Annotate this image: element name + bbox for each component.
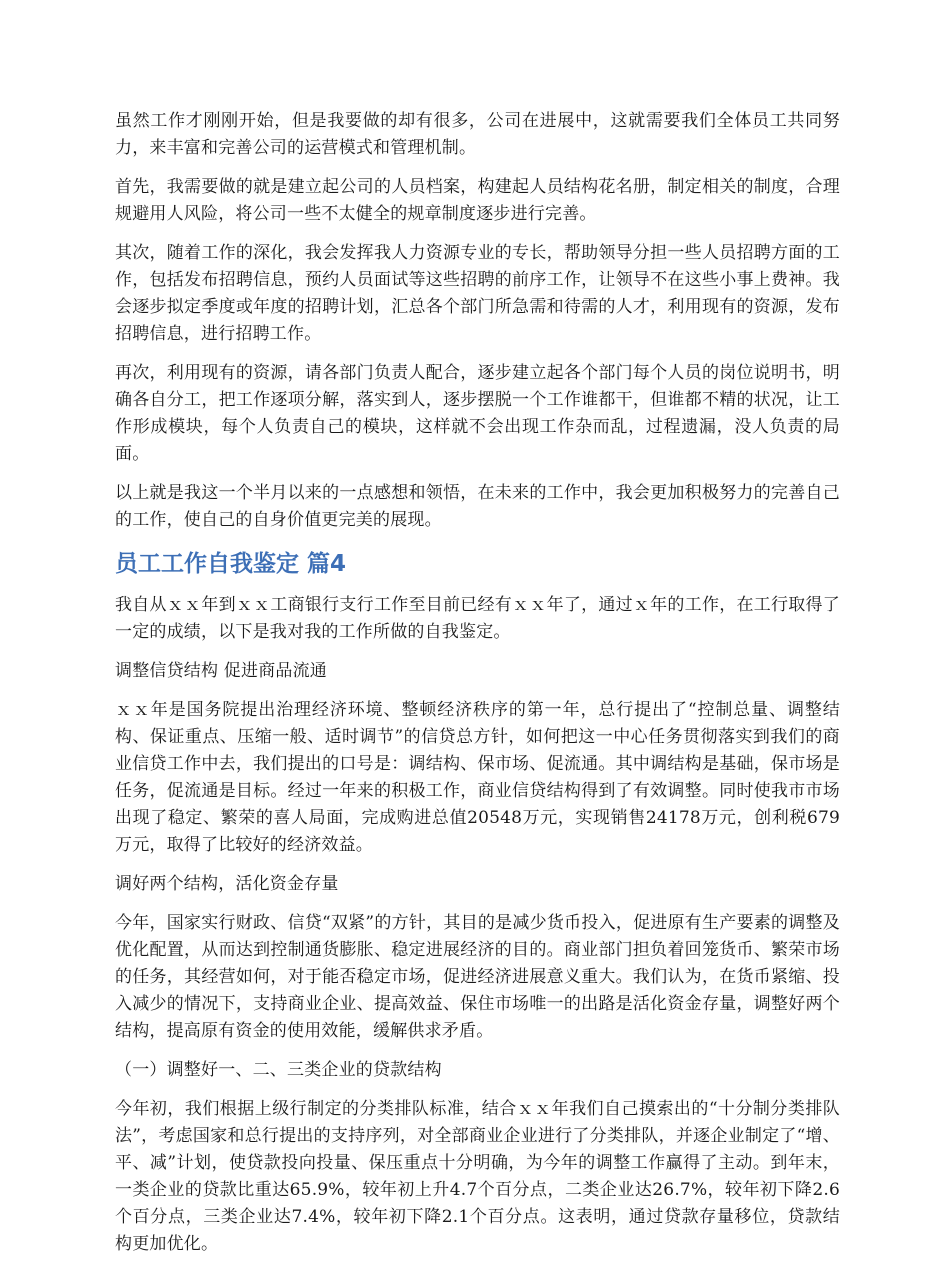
intro-paragraph-3: 其次，随着工作的深化，我会发挥我人力资源专业的专长，帮助领导分担一些人员招聘方面的工作，包括发布招聘信息，预约人员面试等这些招聘的前序工作，让领导不在这些小事上费神。我会逐步拟定季度或年度的招聘计划，汇总各个部门所急需和待需的人才，利用现有的资源，发布招聘信息，进行招聘工作。 — [115, 243, 840, 344]
intro-paragraph-4: 再次，利用现有的资源，请各部门负责人配合，逐步建立起各个部门每个人员的岗位说明书，明确各自分工，把工作逐项分解，落实到人，逐步摆脱一个工作谁都干，但谁都不精的状况，让工作形成模块，每个人负责自己的模块，这样就不会出现工作杂而乱，过程遗漏，没人负责的局面。 — [115, 363, 840, 464]
section-paragraph-1: 我自从ｘｘ年到ｘｘ工商银行支行工作至目前已经有ｘｘ年了，通过ｘ年的工作，在工行取得了一定的成绩，以下是我对我的工作所做的自我鉴定。 — [115, 595, 840, 642]
intro-paragraph-1: 虽然工作才刚刚开始，但是我要做的却有很多，公司在进展中，这就需要我们全体员工共同努力，来丰富和完善公司的运营模式和管理机制。 — [115, 111, 840, 158]
intro-paragraph-5: 以上就是我这一个半月以来的一点感想和领悟，在未来的工作中，我会更加积极努力的完善自己的工作，使自己的自身价值更完美的展现。 — [115, 483, 840, 530]
document-page — [115, 108, 840, 1270]
section-heading: 员工工作自我鉴定 篇4 — [115, 551, 347, 577]
section-paragraph-2: ｘｘ年是国务院提出治理经济环境、整顿经济秩序的第一年，总行提出了“控制总量、调整结构、保证重点、压缩一般、适时调节”的信贷总方针，如何把这一中心任务贯彻落实到我们的商业信贷工作中去，我们提出的口号是：调结构、保市场、促流通。其中调结构是基础，保市场是任务，促流通是目标。经过一年来的积极工作，商业信贷结构得到了有效调整。同时使我市市场出现了稳定、繁荣的喜人局面，完成购进总值20548万元，实现销售24178万元，创利税679万元，取得了比较好的经济效益。 — [115, 700, 840, 855]
section-paragraph-4: 今年初，我们根据上级行制定的分类排队标准，结合ｘｘ年我们自己摸索出的“十分制分类排队法”，考虑国家和总行提出的支持序列，对全部商业企业进行了分类排队，并逐企业制定了“增、平、减”计划，使贷款投向投量、保压重点十分明确，为今年的调整工作赢得了主动。到年末，一类企业的贷款比重达65.9%，较年初上升4.7个百分点，二类企业达26.7%，较年初下降2.6个百分点，三类企业达7.4%，较年初下降2.1个百分点。这表明，通过贷款存量移位，贷款结构更加优化。 — [115, 1099, 840, 1254]
intro-paragraph-2: 首先，我需要做的就是建立起公司的人员档案，构建起人员结构花名册，制定相关的制度，合理规避用人风险，将公司一些不太健全的规章制度逐步进行完善。 — [115, 177, 840, 224]
subheading-two-structures: 调好两个结构，活化资金存量 — [115, 874, 339, 894]
subheading-credit-structure: 调整信贷结构 促进商品流通 — [115, 661, 328, 681]
subheading-loan-structure: （一）调整好一、二、三类企业的贷款结构 — [115, 1060, 442, 1080]
section-paragraph-3: 今年，国家实行财政、信贷“双紧”的方针，其目的是减少货币投入，促进原有生产要素的调整及优化配置，从而达到控制通货膨胀、稳定进展经济的目的。商业部门担负着回笼货币、繁荣市场的任务，其经营如何，对于能否稳定市场，促进经济进展意义重大。我们认为，在货币紧缩、投入减少的情况下，支持商业企业、提高效益、保住市场唯一的出路是活化资金存量，调整好两个结构，提高原有资金的使用效能，缓解供求矛盾。 — [115, 913, 840, 1041]
